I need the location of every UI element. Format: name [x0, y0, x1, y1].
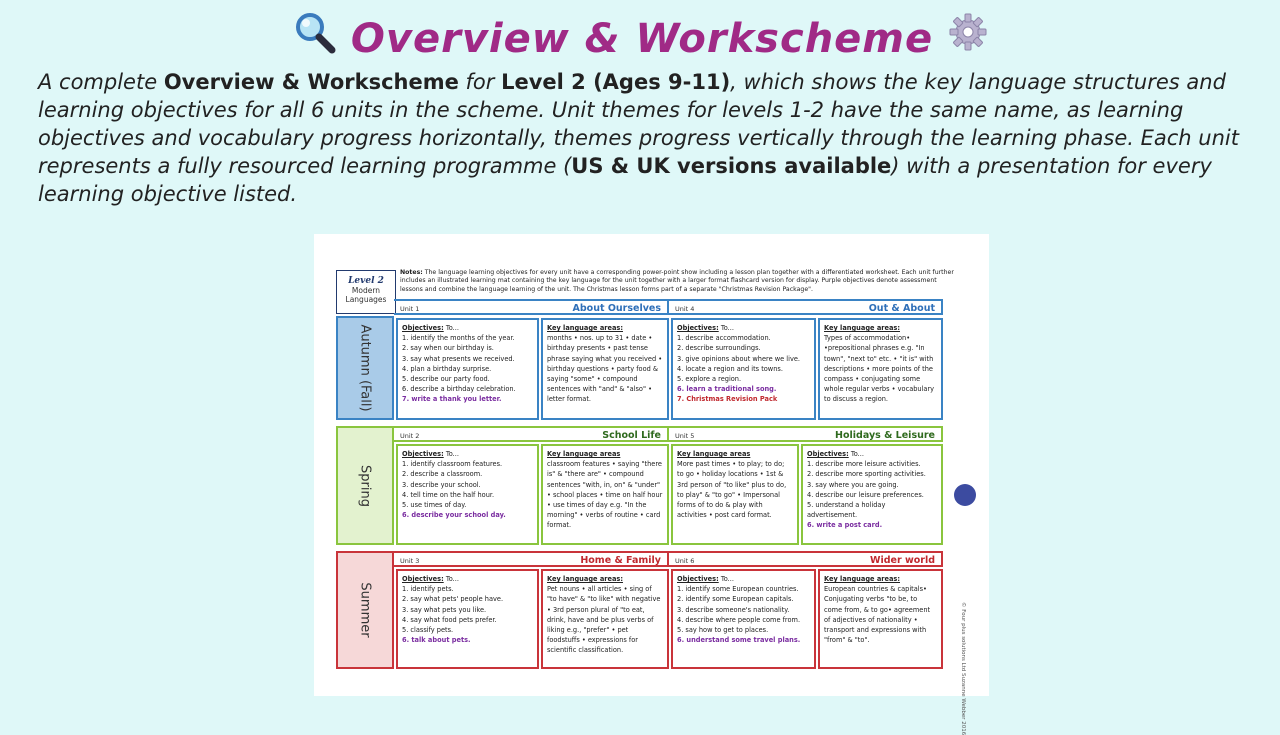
objective: 2. describe surroundings.	[677, 344, 761, 353]
objectives-to: To...	[718, 324, 734, 332]
season-label: Spring	[357, 464, 373, 507]
notes-label: Notes:	[400, 269, 423, 276]
unit-number: Unit 2	[400, 432, 420, 440]
key-language-box	[541, 444, 669, 545]
unit-theme: Wider world	[869, 555, 935, 566]
objectives-box	[396, 569, 539, 669]
objective: 5. say how to get to places.	[677, 626, 769, 635]
key-language-heading: Key language areas:	[547, 575, 623, 583]
intro-text: for	[458, 70, 502, 94]
objectives-box	[801, 444, 943, 545]
objectives-heading: Objectives:	[807, 450, 849, 458]
objective: 2. say what pets' people have.	[402, 595, 504, 604]
intro-text: , which shows the key language structures and learning objectives for all 6 units in the scheme. Unit themes for levels 1-2 have the same name, as learning objectives and vocabulary progress horizontally, themes progress vertically through the learning phase. Each unit represents a fully resourced learning programme (	[38, 70, 1239, 178]
key-language-heading: Key language areas:	[824, 575, 900, 583]
notes-text: The language learning objectives for every unit have a corresponding power-point show including a lesson plan together with a differentiated worksheet. Each unit further includes an illustrated learning mat containing the key language for the unit together with a larger format flashcard version for display. Purple objectives denote assessment lessons and combine the language learning of the unit. The Christmas lesson forms part of a separate "Christmas Revision Package".	[400, 269, 954, 293]
objectives-to: To...	[443, 575, 459, 583]
objectives-heading: Objectives:	[677, 575, 719, 583]
assessment-objective: 6. learn a traditional song.	[677, 385, 777, 394]
objectives-to: To...	[848, 450, 864, 458]
key-language-box	[818, 318, 943, 420]
assessment-objective: 6. understand some travel plans.	[677, 636, 801, 645]
objective: 4. say what food pets prefer.	[402, 615, 497, 624]
unit-number: Unit 3	[400, 557, 420, 565]
objective: 4. tell time on the half hour.	[402, 490, 495, 499]
objective: 3. say what pets you like.	[402, 605, 487, 614]
objective: 3. describe someone's nationality.	[677, 605, 790, 614]
objective: 1. identify classroom features.	[402, 460, 503, 469]
unit-theme: School Life	[602, 430, 661, 441]
christmas-objective: 7. Christmas Revision Pack	[677, 395, 778, 404]
intro-text: A complete	[38, 70, 164, 94]
objective: 3. give opinions about where we live.	[677, 354, 800, 363]
notes	[400, 269, 960, 294]
objective: 1. identify some European countries.	[677, 585, 799, 594]
unit-header	[669, 426, 943, 442]
assessment-objective: 6. describe your school day.	[402, 511, 506, 520]
objectives-heading: Objectives:	[402, 575, 444, 583]
key-language-heading: Key language areas:	[824, 324, 900, 332]
objective: 1. identify pets.	[402, 585, 454, 594]
objective: 4. describe our leisure preferences.	[807, 490, 924, 499]
key-language-text: classroom features • saying "there is" & "there are" • compound sentences "with, in, on" & "under" • school places • time on half hour • use times of day e.g. "In the morning" • verbs of routine • card format.	[547, 460, 663, 530]
key-language-box	[541, 569, 669, 669]
publisher-logo-icon	[954, 484, 976, 506]
intro-bold: Overview & Workscheme	[163, 70, 459, 94]
key-language-text: More past times • to play; to do; to go • holiday locations • 1st & 3rd person of "to like" plus to do, to play" & "to go" • Impersonal forms of to do & play with activities • post card format.	[677, 460, 787, 520]
unit-number: Unit 4	[675, 305, 695, 313]
objective: 5. explore a region.	[677, 375, 742, 384]
objective: 5. use times of day.	[402, 501, 467, 510]
objective: 5. describe our party food.	[402, 375, 490, 384]
unit-number: Unit 6	[675, 557, 695, 565]
key-language-text: European countries & capitals• Conjugating verbs "to be, to come from, & to go• agreement of adjectives of nationality • transport and expressions with "from" & "to".	[824, 585, 931, 645]
assessment-objective: 6. write a post card.	[807, 521, 883, 530]
objective: 5. understand a holiday advertisement.	[807, 501, 886, 520]
key-language-box	[541, 318, 669, 420]
title-text: Overview & Workscheme	[350, 16, 934, 62]
objectives-to: To...	[443, 450, 459, 458]
unit-header	[394, 299, 669, 315]
objectives-heading: Objectives:	[402, 324, 444, 332]
intro-text: ) with a presentation for every learning objective listed.	[38, 154, 1212, 206]
objective: 1. identify the months of the year.	[402, 334, 515, 343]
objective: 3. describe your school.	[402, 480, 481, 489]
key-language-text: Pet nouns • all articles • sing of "to have" & "to like" with negative • 3rd person plural of "to eat, drink, have and be plus verbs of liking e.g., "prefer" • pet foodstuffs • expressions for scientific classification.	[547, 585, 661, 655]
unit-number: Unit 5	[675, 432, 695, 440]
objective: 2. say when our birthday is.	[402, 344, 494, 353]
season-spring	[336, 426, 943, 545]
objectives-heading: Objectives:	[677, 324, 719, 332]
objectives-to: To...	[718, 575, 734, 583]
unit-header	[394, 426, 669, 442]
key-language-text: months • nos. up to 31 • date • birthday presents • past tense phrase saying what you received • birthday questions • party food & saying "some" • compound sentences with "and" & "also" • letter format.	[547, 334, 663, 404]
objective: 2. describe more sporting activities.	[807, 470, 926, 479]
objectives-box	[671, 569, 816, 669]
objective: 6. describe a birthday celebration.	[402, 385, 516, 394]
assessment-objective: 6. talk about pets.	[402, 636, 471, 645]
intro-bold: Level 2 (Ages 9-11)	[501, 70, 731, 94]
objective: 1. describe more leisure activities.	[807, 460, 921, 469]
page-title	[0, 14, 1280, 68]
objectives-box	[671, 318, 816, 420]
season-label-box	[336, 316, 394, 420]
key-language-box	[671, 444, 799, 545]
objective: 3. say what presents we received.	[402, 354, 515, 363]
objective: 4. locate a region and its towns.	[677, 364, 783, 373]
objective: 2. identify some European capitals.	[677, 595, 794, 604]
key-language-box	[818, 569, 943, 669]
intro-bold: US & UK versions available	[571, 154, 892, 178]
intro-paragraph	[38, 68, 1248, 208]
objective: 2. describe a classroom.	[402, 470, 483, 479]
objectives-box	[396, 444, 539, 545]
key-language-heading: Key language areas:	[547, 324, 623, 332]
objective: 4. describe where people come from.	[677, 615, 801, 624]
objectives-heading: Objectives:	[402, 450, 444, 458]
key-language-text: Types of accommodation• •prepositional phrases e.g. "In town", "next to" etc. • "it is" with descriptions • more points of the compass • conjugating some whole regular verbs • vocabulary to discuss a region.	[824, 334, 935, 404]
season-label: Summer	[357, 582, 373, 638]
season-label: Autumn (Fall)	[357, 324, 373, 412]
magnifier-icon	[292, 10, 336, 64]
objective: 1. describe accommodation.	[677, 334, 771, 343]
gear-icon	[948, 12, 988, 62]
level-subtitle: Modern Languages	[345, 286, 387, 304]
level-title: Level 2	[348, 276, 384, 286]
unit-theme: About Ourselves	[572, 303, 661, 314]
season-label-box	[336, 551, 394, 669]
unit-header	[669, 551, 943, 567]
unit-theme: Holidays & Leisure	[835, 430, 935, 441]
objective: 4. plan a birthday surprise.	[402, 364, 492, 373]
objective: 3. say where you are going.	[807, 480, 899, 489]
objectives-box	[396, 318, 539, 420]
key-language-heading: Key language areas	[547, 450, 621, 458]
unit-header	[394, 551, 669, 567]
unit-theme: Home & Family	[580, 555, 661, 566]
copyright-note: © Four plus solutions Ltd Suzanne Webber 2016	[960, 602, 966, 735]
unit-header	[669, 299, 943, 315]
season-summer	[336, 551, 943, 669]
season-label-box	[336, 426, 394, 545]
assessment-objective: 7. write a thank you letter.	[402, 395, 502, 404]
unit-number: Unit 1	[400, 305, 420, 313]
objective: 5. classify pets.	[402, 626, 454, 635]
season-autumn	[336, 299, 943, 420]
key-language-heading: Key language areas	[677, 450, 751, 458]
unit-theme: Out & About	[868, 303, 935, 314]
objectives-to: To...	[443, 324, 459, 332]
workscheme-document	[314, 234, 989, 735]
